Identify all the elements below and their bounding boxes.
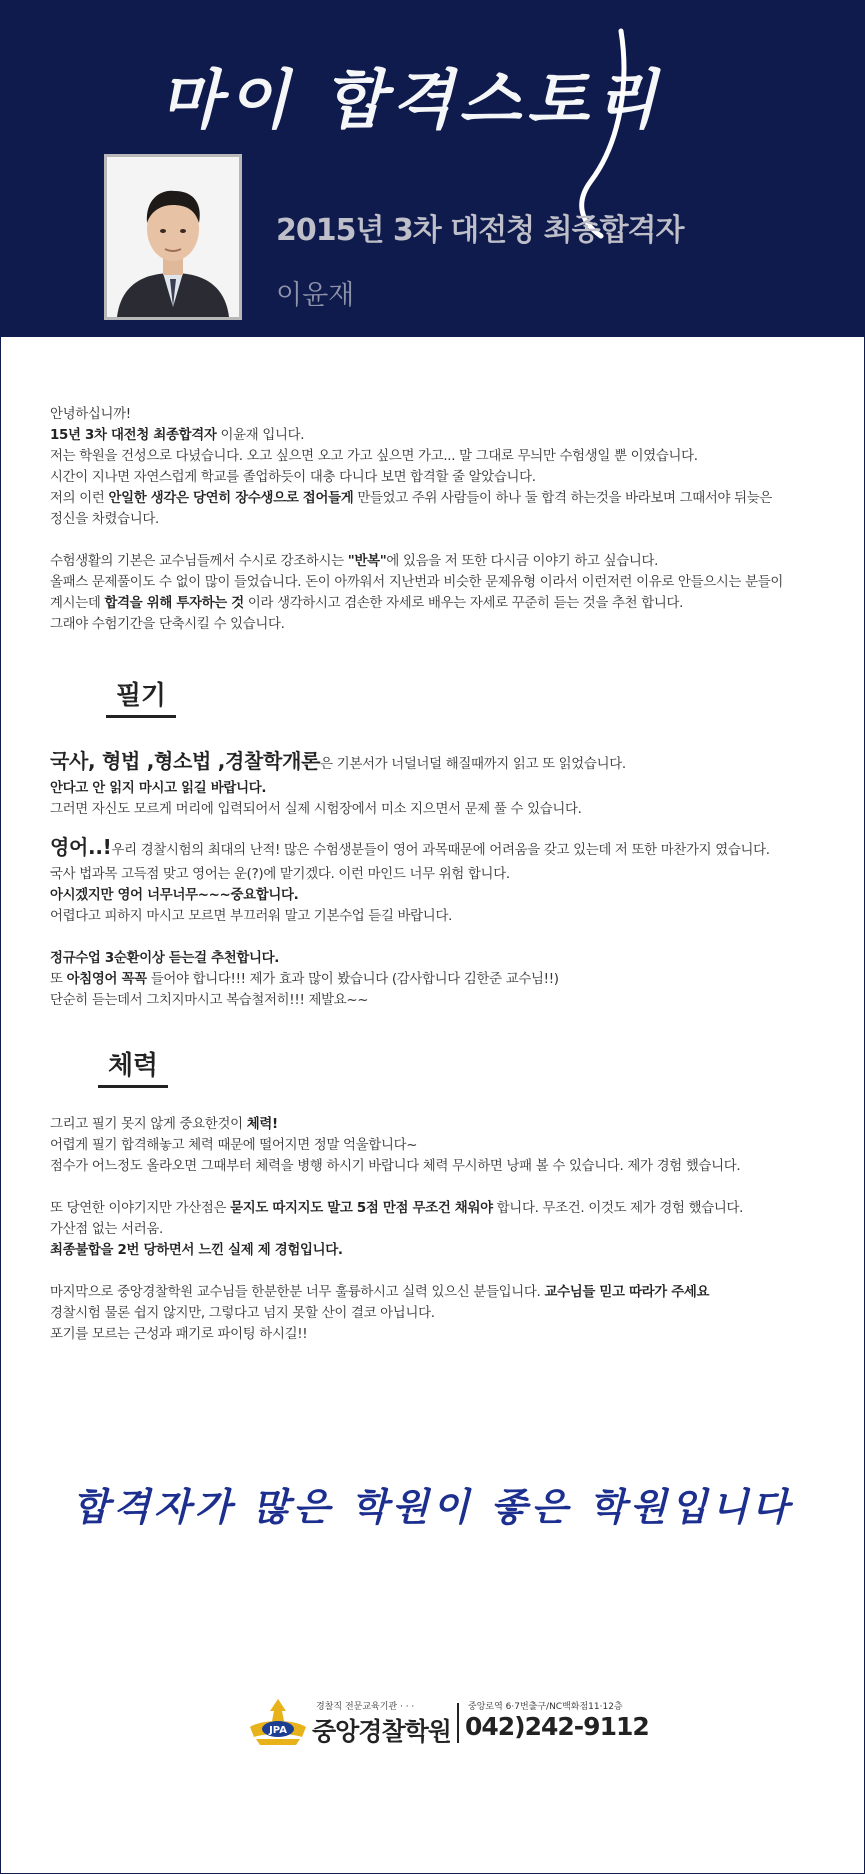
person-portrait-icon	[107, 157, 239, 317]
written-heading-wrap	[50, 679, 840, 718]
text-line: 가산점 없는 서러움.	[50, 1222, 163, 1237]
text-line: 어렵다고 피하지 마시고 모르면 부끄러워 말고 기본수업 듣길 바랍니다.	[50, 909, 453, 924]
spacer	[50, 635, 840, 679]
text-line: 저는 학원을 건성으로 다녔습니다. 오고 싶으면 오고 가고 싶으면 가고... 말 그대로 무늬만 수험생일 뿐 이였습니다.	[50, 449, 698, 464]
text-segment: 은 기본서가 너덜너덜 해질때까지 읽고 또 읽었습니다.	[320, 757, 626, 772]
text-segment: 들어야 합니다!!! 제가 효과 많이 봤습니다 (감사합니다 김한준 교수님!!)	[146, 972, 559, 987]
text-line: 안다고 안 읽지 마시고 읽길 바랍니다.	[50, 781, 267, 796]
text-segment: 또 당연한 이야기지만 가산점은	[50, 1201, 231, 1216]
winner-name: 이윤재	[276, 280, 355, 311]
bold-text: 합격을 위해 투자하는 것	[104, 596, 244, 611]
brush-title	[151, 21, 671, 161]
text-line: 경찰시험 물론 쉽지 않지만, 그렇다고 넘지 못할 산이 결코 아닙니다.	[50, 1306, 435, 1321]
bold-text: "반복"	[347, 554, 387, 569]
spacer	[50, 1177, 840, 1198]
winner-subtitle: 2015년 3차 대전청 최종합격자	[276, 213, 684, 248]
text-segment: 저의 이런	[50, 491, 109, 506]
logo-text: JPA	[269, 1725, 287, 1736]
intro-paragraph	[50, 404, 840, 635]
text-line: 정규수업 3순환이상 듣는걸 추천합니다.	[50, 951, 280, 966]
academy-logo	[246, 1697, 310, 1747]
text-segment: 이윤재 입니다.	[216, 428, 305, 443]
text-line	[50, 488, 840, 509]
footer-divider	[457, 1703, 459, 1743]
text-segment: 합니다. 무조건. 이것도 제가 경험 했습니다.	[492, 1201, 744, 1216]
text-line: 그러면 자신도 모르게 머리에 입력되어서 실제 시험장에서 미소 지으면서 문제 풀 수 있습니다.	[50, 802, 582, 817]
profile-photo	[104, 154, 242, 320]
bold-text: 교수님들 믿고 따라가 주세요	[544, 1285, 710, 1300]
text-line: 시간이 지나면 자연스럽게 학교를 졸업하듯이 대충 다니다 보면 합격할 줄 알았습니다.	[50, 470, 536, 485]
text-line	[50, 1198, 840, 1219]
text-line: 점수가 어느정도 올라오면 그때부터 체력을 병행 하시기 바랍니다 체력 무시하면 낭패 볼 수 있습니다. 제가 경험 했습니다.	[50, 1159, 741, 1174]
eagle-emblem-icon	[246, 1697, 310, 1747]
text-line	[50, 1114, 840, 1135]
spacer	[50, 530, 840, 551]
text-segment: 에 있음을 저 또한 다시금 이야기 하고 싶습니다.	[386, 554, 659, 569]
spacer	[50, 1088, 840, 1114]
text-line: 포기를 모르는 근성과 패기로 파이팅 하시길!!	[50, 1327, 308, 1342]
text-line: 아시겠지만 영어 너무너무~~~중요합니다.	[50, 888, 299, 903]
text-line: 단순히 듣는데서 그치지마시고 복습철저히!!! 제발요~~	[50, 993, 369, 1008]
text-line: 국사 법과목 고득점 맞고 영어는 운(?)에 맡기겠다. 이런 마인드 너무 위험 합니다.	[50, 867, 510, 882]
spacer	[50, 927, 840, 948]
text-segment: 계시는데	[50, 596, 105, 611]
text-segment: 그리고 필기 못지 않게 중요한것이	[50, 1117, 247, 1132]
text-line	[50, 1282, 840, 1303]
text-line	[50, 969, 840, 990]
section-heading-fitness: 체력	[98, 1049, 168, 1088]
text-line: 안녕하십니까!	[50, 407, 131, 422]
text-segment: 또	[50, 972, 67, 987]
bold-text: 아침영어 꼭꼭	[66, 972, 147, 987]
spacer	[50, 718, 840, 748]
text-line	[50, 748, 840, 778]
bold-text: 안일한 생각은 당연히 장수생으로 접어들게	[108, 491, 354, 506]
written-paragraph	[50, 748, 840, 1011]
bold-text: 체력!	[246, 1117, 278, 1132]
story-content	[50, 404, 840, 1345]
text-segment: 이라 생각하시고 겸손한 자세로 배우는 자세로 꾸준히 듣는 것을 추천 합니다.	[243, 596, 684, 611]
text-line: 올패스 문제풀이도 수 없이 많이 들었습니다. 돈이 아까워서 지난번과 비슷한 문제유형 이라서 이런저런 이유로 안들으시는 분들이	[50, 575, 783, 590]
bold-text: 국사, 형법 ,형소법 ,경찰학개론	[50, 749, 321, 773]
fitness-heading-wrap	[50, 1049, 840, 1088]
footer-tagline: 경찰직 전문교육기관 · · ·	[316, 1702, 415, 1712]
text-line	[50, 551, 840, 572]
spacer	[50, 820, 840, 834]
text-line: 그래야 수험기간을 단축시킬 수 있습니다.	[50, 617, 285, 632]
bold-text: 15년 3차 대전청 최종합격자	[50, 428, 217, 443]
brush-title-text: 마이 합격스토리	[159, 63, 663, 138]
text-segment: 우리 경찰시험의 최대의 난적! 많은 수험생분들이 영어 과목때문에 어려움을 갖고 있는데 저 또한 마찬가지 였습니다.	[111, 843, 770, 858]
bold-text: 영어..!	[50, 835, 112, 859]
text-line	[50, 425, 840, 446]
slogan: 합격자가 많은 학원이 좋은 학원입니다	[72, 1484, 793, 1529]
text-segment: 만들었고 주위 사람들이 하나 둘 합격 하는것을 바라보며 그때서야 뒤늦은	[353, 491, 772, 506]
bold-text: 묻지도 따지지도 말고 5점 만점 무조건 채워야	[230, 1201, 493, 1216]
footer-brand	[246, 1691, 649, 1751]
fitness-paragraph	[50, 1114, 840, 1345]
text-line	[50, 593, 840, 614]
text-segment: 마지막으로 중앙경찰학원 교수님들 한분한분 너무 훌륭하시고 실력 있으신 분들입니다.	[50, 1285, 545, 1300]
section-heading-written: 필기	[106, 679, 176, 718]
footer-location: 중앙로역 6·7번출구/NC백화점11·12층	[468, 1702, 623, 1712]
footer-phone: 042)242-9112	[465, 1712, 649, 1741]
spacer	[50, 1261, 840, 1282]
spacer	[50, 1011, 840, 1049]
text-line: 최종불합을 2번 당하면서 느낀 실제 제 경험입니다.	[50, 1243, 343, 1258]
academy-name: 중앙경찰학원	[312, 1717, 451, 1746]
text-line: 어렵게 필기 합격해놓고 체력 때문에 떨어지면 정말 억울합니다~	[50, 1138, 418, 1153]
header-banner	[1, 1, 864, 337]
text-line: 정신을 차렸습니다.	[50, 512, 159, 527]
text-segment: 수험생활의 기본은 교수님들께서 수시로 강조하시는	[50, 554, 348, 569]
text-line	[50, 834, 840, 864]
